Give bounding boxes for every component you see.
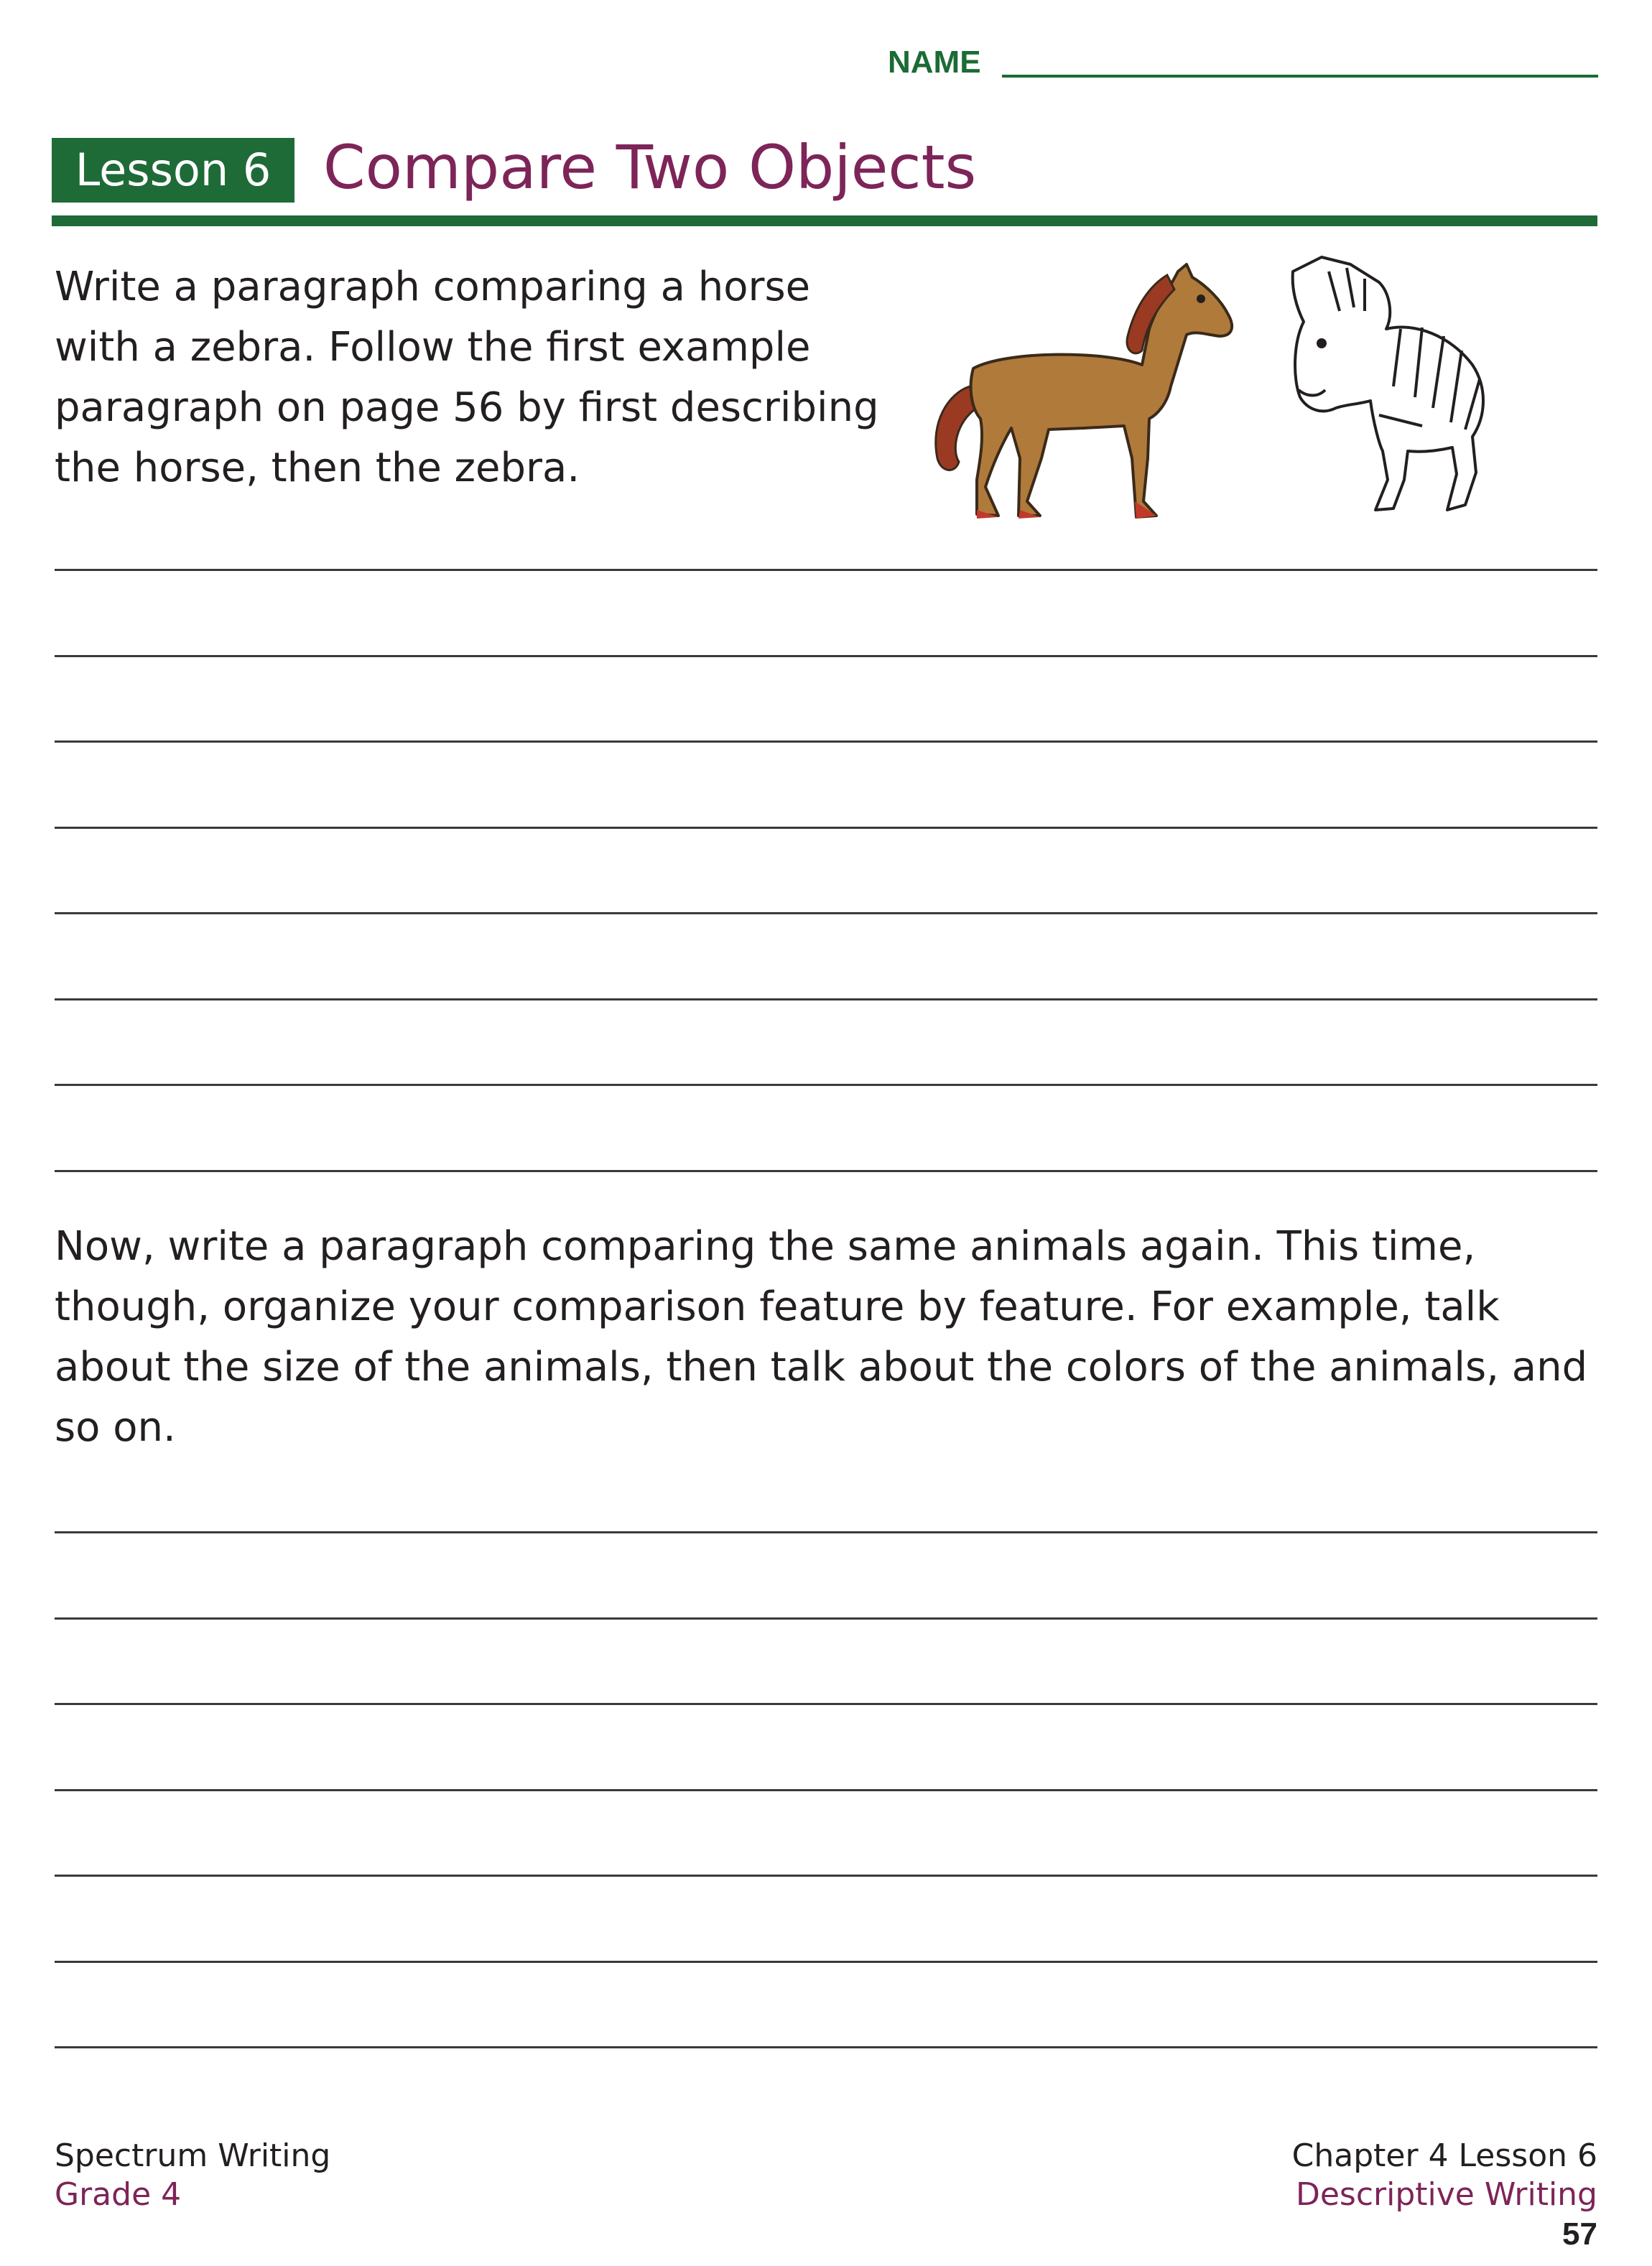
name-field-line[interactable] <box>1002 75 1598 78</box>
footer-chapter-lesson: Chapter 4 Lesson 6 <box>1291 2137 1597 2174</box>
footer-book-title: Spectrum Writing <box>55 2137 331 2174</box>
zebra-icon <box>1293 257 1483 510</box>
footer-grade: Grade 4 <box>55 2176 182 2213</box>
answer-line-b-6[interactable] <box>55 1961 1597 1963</box>
answer-line-a-7[interactable] <box>55 1084 1597 1086</box>
answer-line-b-7[interactable] <box>55 2046 1597 2048</box>
section1-instructions: Write a paragraph comparing a horse with a zebra. Follow the first example paragraph on page 56 by first describing the horse, then the zebra. <box>55 264 879 491</box>
answer-line-b-4[interactable] <box>55 1789 1597 1791</box>
answer-line-b-5[interactable] <box>55 1875 1597 1877</box>
answer-line-a-1[interactable] <box>55 569 1597 571</box>
answer-line-a-5[interactable] <box>55 912 1597 914</box>
footer-topic: Descriptive Writing <box>1295 2176 1597 2213</box>
horse-icon <box>936 264 1232 519</box>
answer-line-a-8[interactable] <box>55 1170 1597 1172</box>
lesson-title: Compare Two Objects <box>323 132 977 203</box>
answer-line-a-6[interactable] <box>55 998 1597 1000</box>
answer-line-a-2[interactable] <box>55 655 1597 657</box>
answer-line-b-2[interactable] <box>55 1617 1597 1620</box>
answer-line-b-1[interactable] <box>55 1531 1597 1533</box>
answer-line-b-3[interactable] <box>55 1703 1597 1705</box>
name-label: NAME <box>888 45 981 80</box>
horse-and-zebra-illustration <box>919 243 1537 530</box>
answer-line-a-3[interactable] <box>55 740 1597 743</box>
lesson-badge: Lesson 6 <box>52 138 294 203</box>
section2-instructions: Now, write a paragraph comparing the same animals again. This time, though, organize your comparison feature by feature. For example, talk about the size of the animals, then talk about the colors of the animals, and so on. <box>55 1223 1588 1451</box>
title-rule <box>52 215 1597 226</box>
answer-line-a-4[interactable] <box>55 827 1597 829</box>
page-number: 57 <box>1562 2216 1597 2252</box>
